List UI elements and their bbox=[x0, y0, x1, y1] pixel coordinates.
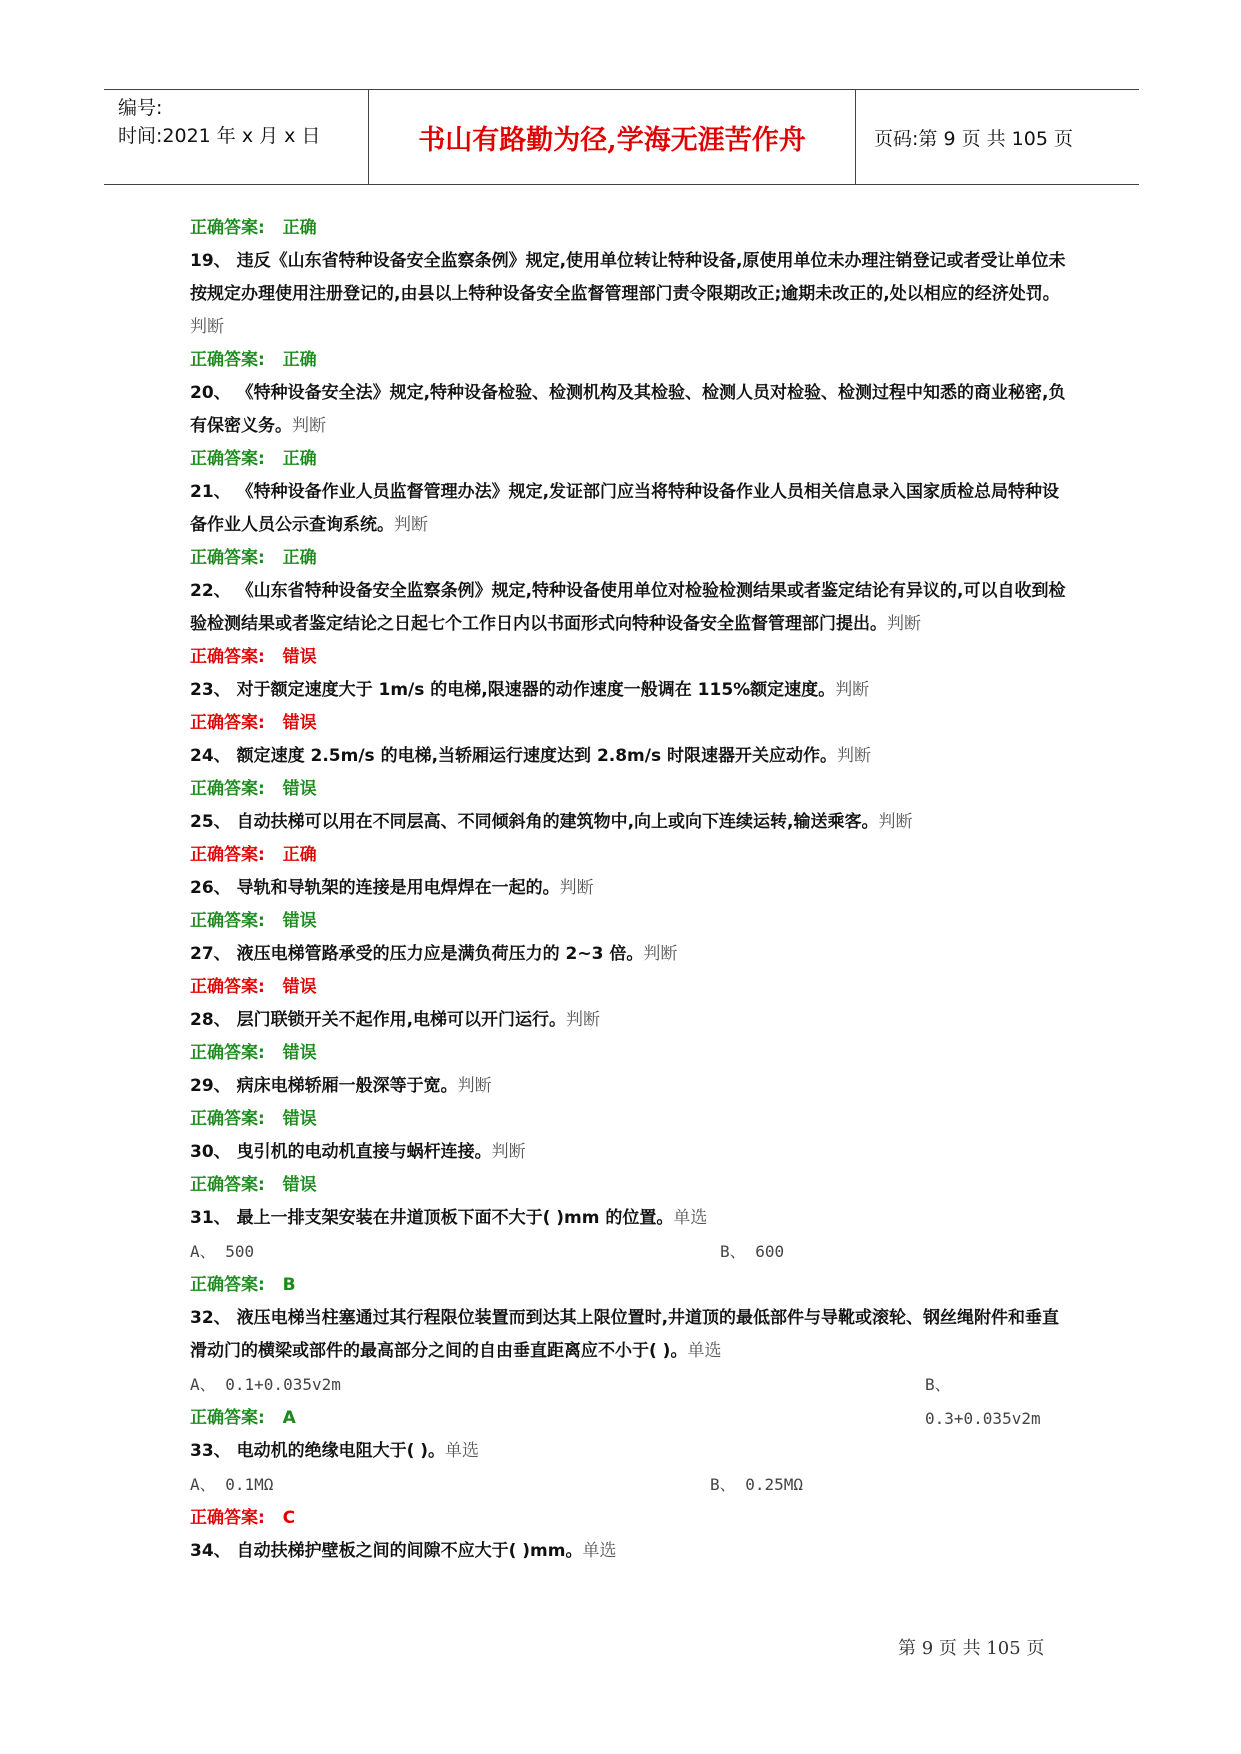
answer-value: 错误 bbox=[282, 1175, 317, 1195]
answer-label: 正确答案: bbox=[190, 548, 265, 568]
answer-label: 正确答案: bbox=[190, 1109, 265, 1129]
question-text bbox=[190, 1302, 1070, 1368]
question-body: 19、 违反《山东省特种设备安全监察条例》规定,使用单位转让特种设备,原使用单位未办理注销登记或者受让单位未按规定办理使用注册登记的,由县以上特种设备安全监督管理部门责令限期改正;逾期未改正的,处以相应的经济处罚。 bbox=[190, 251, 1066, 304]
question-text bbox=[190, 1202, 1070, 1235]
question-text bbox=[190, 1004, 1070, 1037]
question-type-label: 单选 bbox=[445, 1441, 480, 1461]
answer-label: 正确答案: bbox=[190, 647, 265, 667]
answer-value: 错误 bbox=[282, 911, 317, 931]
question-type-label: 判断 bbox=[887, 614, 921, 634]
correct-answer bbox=[190, 212, 1070, 245]
question-type-label: 判断 bbox=[835, 680, 870, 700]
question-text bbox=[190, 1535, 1070, 1568]
question-body: 27、 液压电梯管路承受的压力应是满负荷压力的 2~3 倍。 bbox=[190, 944, 644, 964]
question-text bbox=[190, 575, 1070, 641]
answer-label: 正确答案: bbox=[190, 845, 265, 865]
question-body: 30、 曳引机的电动机直接与蜗杆连接。 bbox=[190, 1142, 492, 1162]
header-motto: 书山有路勤为径,学海无涯苦作舟 bbox=[368, 90, 856, 184]
answer-value: 正确 bbox=[282, 218, 317, 238]
correct-answer bbox=[190, 773, 1070, 806]
answer-value: 错误 bbox=[282, 1043, 317, 1063]
option-a: A、 0.1MΩ bbox=[190, 1475, 274, 1494]
answer-value: 错误 bbox=[282, 1109, 317, 1129]
question-text bbox=[190, 476, 1070, 542]
answer-label: 正确答案: bbox=[190, 1408, 265, 1428]
correct-answer bbox=[190, 443, 1070, 476]
question-body: 26、 导轨和导轨架的连接是用电焊焊在一起的。 bbox=[190, 878, 560, 898]
answer-label: 正确答案: bbox=[190, 977, 265, 997]
answer-label: 正确答案: bbox=[190, 713, 265, 733]
answer-label: 正确答案: bbox=[190, 1043, 265, 1063]
question-type-label: 判断 bbox=[566, 1010, 601, 1030]
question-text bbox=[190, 872, 1070, 905]
correct-answer bbox=[190, 839, 1070, 872]
answer-value: 正确 bbox=[282, 845, 317, 865]
question-body: 24、 额定速度 2.5m/s 的电梯,当轿厢运行速度达到 2.8m/s 时限速器开关应动作。 bbox=[190, 746, 838, 766]
question-text bbox=[190, 377, 1070, 443]
option-a: A、 500 bbox=[190, 1242, 255, 1261]
answer-value: B bbox=[282, 1275, 296, 1295]
answer-label: 正确答案: bbox=[190, 1175, 265, 1195]
number-label: 编号: bbox=[118, 97, 163, 119]
question-text bbox=[190, 245, 1070, 344]
question-body: 31、 最上一排支架安装在井道顶板下面不大于( )mm 的位置。 bbox=[190, 1208, 674, 1228]
answer-value: 正确 bbox=[282, 548, 317, 568]
question-type-label: 判断 bbox=[837, 746, 872, 766]
correct-answer bbox=[190, 344, 1070, 377]
question-type-label: 判断 bbox=[878, 812, 913, 832]
question-type-label: 单选 bbox=[582, 1541, 617, 1561]
correct-answer bbox=[190, 905, 1070, 938]
correct-answer bbox=[190, 1037, 1070, 1070]
correct-answer bbox=[190, 641, 1070, 674]
page-header bbox=[104, 89, 1139, 185]
correct-answer bbox=[190, 1502, 1070, 1535]
question-body: 23、 对于额定速度大于 1m/s 的电梯,限速器的动作速度一般调在 115%额定速度。 bbox=[190, 680, 836, 700]
time-label: 时间:2021 年 x 月 x 日 bbox=[118, 125, 321, 147]
correct-answer bbox=[190, 1103, 1070, 1136]
question-type-label: 判断 bbox=[190, 317, 224, 337]
question-text bbox=[190, 1136, 1070, 1169]
option-a: A、 0.1+0.035v2m bbox=[190, 1375, 341, 1394]
answer-value: A bbox=[282, 1408, 296, 1428]
correct-answer bbox=[190, 1269, 1070, 1302]
answer-label: 正确答案: bbox=[190, 218, 265, 238]
option-b: B、 0.25MΩ bbox=[710, 1475, 804, 1494]
answer-label: 正确答案: bbox=[190, 449, 265, 469]
header-meta bbox=[118, 90, 368, 188]
question-type-label: 判断 bbox=[394, 515, 428, 535]
question-body: 29、 病床电梯轿厢一般深等于宽。 bbox=[190, 1076, 458, 1096]
page-footer: 第 9 页 共 105 页 bbox=[898, 1638, 1045, 1659]
question-text bbox=[190, 740, 1070, 773]
question-body: 22、 《山东省特种设备安全监察条例》规定,特种设备使用单位对检验检测结果或者鉴定结论有异议的,可以自收到检验检测结果或者鉴定结论之日起七个工作日内以书面形式向特种设备安全监督管理部门提出。 bbox=[190, 581, 1066, 634]
correct-answer bbox=[190, 707, 1070, 740]
answer-value: 错误 bbox=[282, 713, 317, 733]
question-body: 25、 自动扶梯可以用在不同层高、不同倾斜角的建筑物中,向上或向下连续运转,输送乘客。 bbox=[190, 812, 879, 832]
answer-value: 正确 bbox=[282, 449, 317, 469]
question-type-label: 判断 bbox=[292, 416, 326, 436]
question-type-label: 单选 bbox=[673, 1208, 708, 1228]
answer-value: 错误 bbox=[282, 647, 317, 667]
question-body: 28、 层门联锁开关不起作用,电梯可以开门运行。 bbox=[190, 1010, 567, 1030]
correct-answer bbox=[190, 971, 1070, 1004]
question-body: 21、 《特种设备作业人员监督管理办法》规定,发证部门应当将特种设备作业人员相关信息录入国家质检总局特种设备作业人员公示查询系统。 bbox=[190, 482, 1060, 535]
correct-answer bbox=[190, 542, 1070, 575]
question-text bbox=[190, 1435, 1070, 1468]
question-text bbox=[190, 1070, 1070, 1103]
option-b: B、 600 bbox=[720, 1242, 785, 1261]
option-b: B、 0.3+0.035v2m bbox=[925, 1375, 1041, 1428]
answer-value: 正确 bbox=[282, 350, 317, 370]
question-type-label: 判断 bbox=[457, 1076, 492, 1096]
answer-value: 错误 bbox=[282, 779, 317, 799]
question-list bbox=[190, 212, 1070, 1568]
answer-value: 错误 bbox=[282, 977, 317, 997]
correct-answer bbox=[190, 1169, 1070, 1202]
answer-label: 正确答案: bbox=[190, 779, 265, 799]
question-text bbox=[190, 674, 1070, 707]
answer-options bbox=[190, 1468, 1070, 1502]
answer-label: 正确答案: bbox=[190, 350, 265, 370]
answer-label: 正确答案: bbox=[190, 1508, 265, 1528]
answer-options bbox=[190, 1235, 1070, 1269]
answer-label: 正确答案: bbox=[190, 911, 265, 931]
question-type-label: 判断 bbox=[559, 878, 594, 898]
question-body: 32、 液压电梯当柱塞通过其行程限位装置而到达其上限位置时,井道顶的最低部件与导靴或滚轮、钢丝绳附件和垂直滑动门的横梁或部件的最高部分之间的自由垂直距离应不小于( )。 bbox=[190, 1308, 1060, 1361]
question-body: 33、 电动机的绝缘电阻大于( )。 bbox=[190, 1441, 446, 1461]
answer-label: 正确答案: bbox=[190, 1275, 265, 1295]
question-text bbox=[190, 806, 1070, 839]
question-type-label: 判断 bbox=[491, 1142, 526, 1162]
question-type-label: 单选 bbox=[687, 1341, 722, 1361]
question-body: 20、 《特种设备安全法》规定,特种设备检验、检测机构及其检验、检测人员对检验、检测过程中知悉的商业秘密,负有保密义务。 bbox=[190, 383, 1066, 436]
answer-value: C bbox=[282, 1508, 296, 1528]
question-body: 34、 自动扶梯护壁板之间的间隙不应大于( )mm。 bbox=[190, 1541, 583, 1561]
question-type-label: 判断 bbox=[643, 944, 678, 964]
header-page-label: 页码:第 9 页 共 105 页 bbox=[874, 127, 1073, 150]
question-text bbox=[190, 938, 1070, 971]
